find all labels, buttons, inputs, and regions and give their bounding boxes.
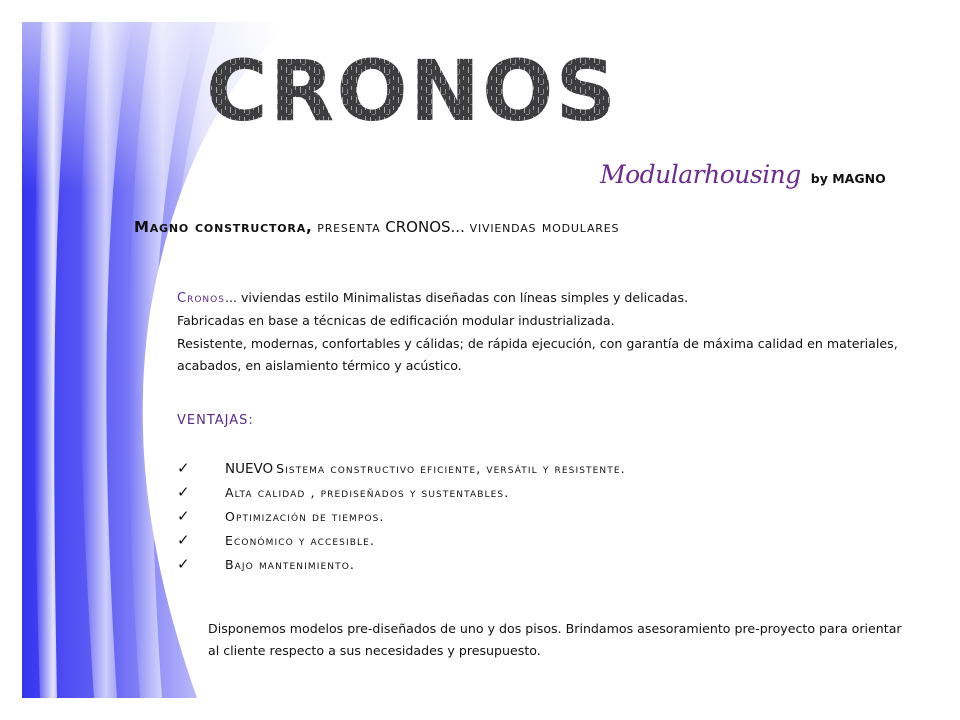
check-icon: ✓ [177, 483, 190, 501]
benefit-text: Económico y accesible. [225, 533, 375, 548]
benefit-text: Bajo mantenimiento. [225, 557, 355, 572]
headline-rest: viviendas modulares [469, 218, 620, 236]
ventajas-title: VENTAJAS: [177, 413, 254, 428]
intro-line-1 [177, 287, 922, 310]
headline [134, 218, 619, 236]
benefit-text: Optimización de tiempos. [225, 509, 385, 524]
check-icon: ✓ [177, 507, 190, 525]
headline-product: CRONOS [385, 218, 451, 236]
list-item [177, 552, 626, 576]
intro-line-2: Fabricadas en base a técnicas de edificación modular industrializada. [177, 313, 615, 329]
list-item [177, 456, 626, 480]
brand-tagline [600, 160, 886, 189]
benefit-text: Alta calidad , prediseñados y sustentables. [225, 485, 510, 500]
slide [22, 22, 940, 698]
intro-paragraph [177, 287, 922, 377]
check-icon: ✓ [177, 459, 190, 477]
benefits-list [177, 456, 626, 576]
headline-ellipsis: ... [450, 218, 465, 236]
brand-by: by MAGNO [810, 171, 886, 186]
headline-company: Magno constructora, [134, 218, 313, 236]
benefit-strong: NUEVO [225, 461, 274, 477]
headline-verb: presenta [317, 218, 381, 236]
list-item [177, 480, 626, 504]
intro-lead-rest: ... viviendas estilo Minimalistas diseñadas con líneas simples y delicadas. [224, 290, 689, 305]
list-item [177, 504, 626, 528]
logo-text: CRONOS [206, 46, 618, 126]
closing-paragraph: Disponemos modelos pre-diseñados de uno y dos pisos. Brindamos asesoramiento pre-proyecto para orientar al cliente respecto a sus necesidades y presupuesto. [208, 621, 902, 659]
check-icon: ✓ [177, 555, 190, 573]
cronos-logo [200, 46, 625, 126]
intro-lead: Cronos [177, 291, 225, 306]
check-icon: ✓ [177, 531, 190, 549]
list-item [177, 528, 626, 552]
benefit-text: Sistema constructivo eficiente, versátil y resistente. [276, 461, 626, 476]
brand-script: Modularhousing [600, 160, 801, 189]
intro-line-3: Resistente, modernas, confortables y cálidas; de rápida ejecución, con garantía de máxima calidad en materiales, acabados, en aislamiento térmico y acústico. [177, 335, 898, 373]
